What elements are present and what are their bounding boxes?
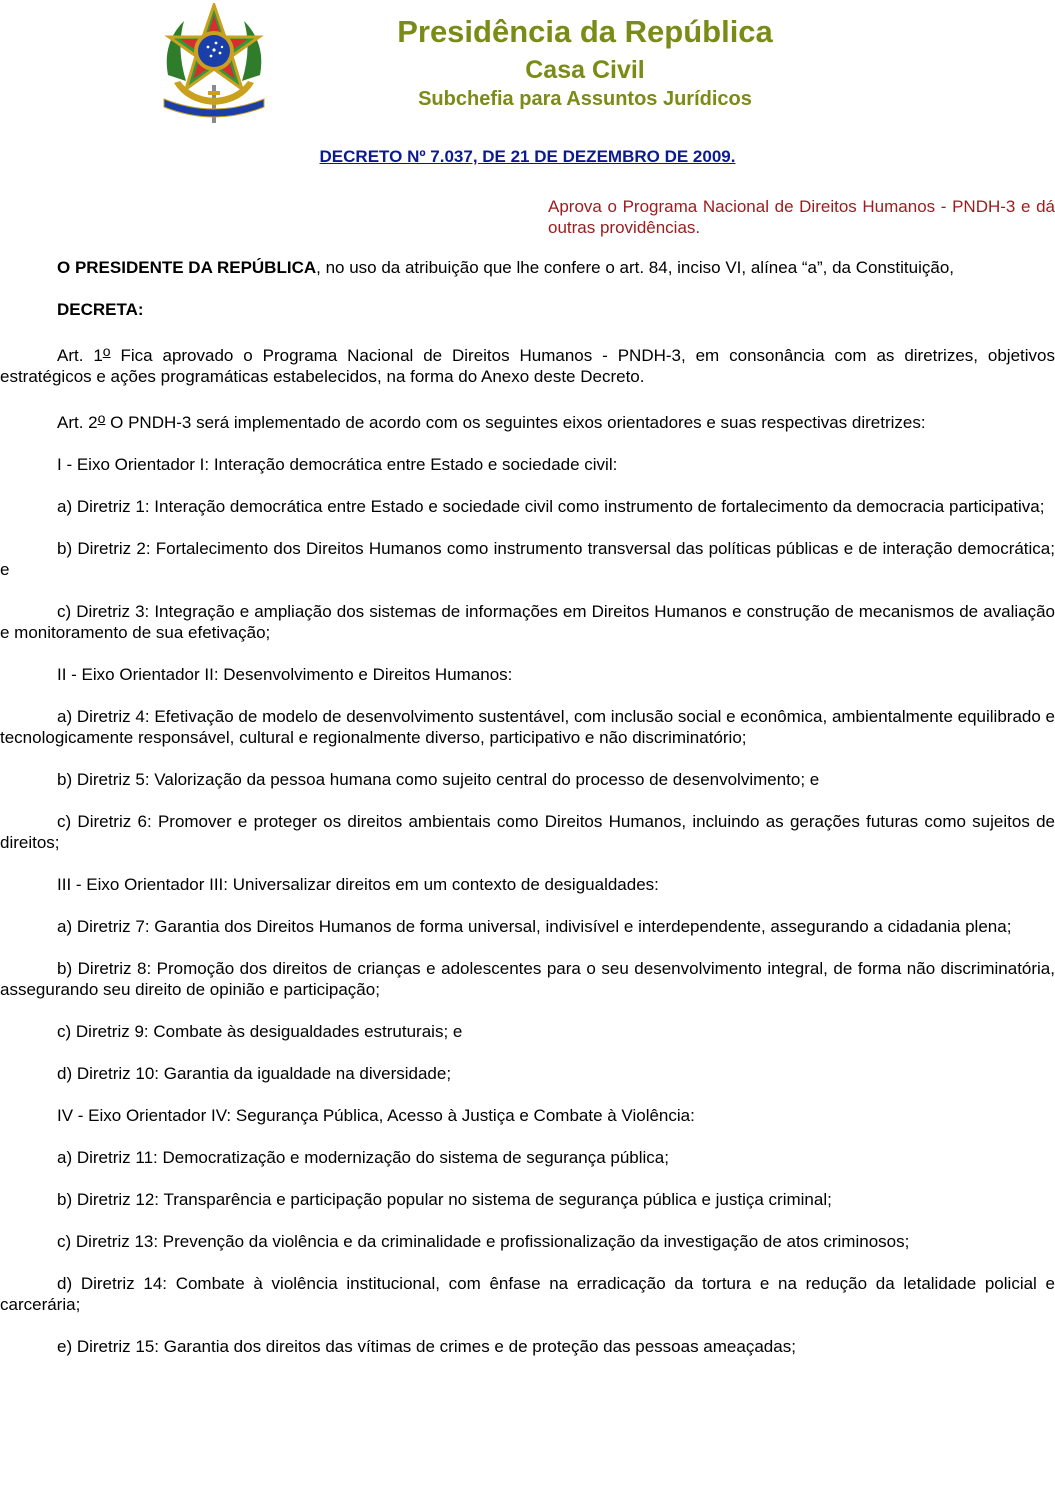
list-item: b) Diretriz 12: Transparência e participação popular no sistema de segurança pública e justiça criminal; [57, 1190, 832, 1209]
list-item: d) Diretriz 10: Garantia da igualdade na diversidade; [57, 1064, 452, 1083]
list-item: III - Eixo Orientador III: Universalizar direitos em um contexto de desigualdades: [57, 875, 659, 894]
list-item: II - Eixo Orientador II: Desenvolvimento e Direitos Humanos: [57, 665, 513, 684]
header-subtitle-subchefia: Subchefia para Assuntos Jurídicos [418, 88, 752, 110]
list-item: a) Diretriz 7: Garantia dos Direitos Humanos de forma universal, indivisível e interdependente, assegurando a cidadania plena; [57, 917, 1012, 936]
brazil-coat-of-arms-icon [156, 3, 272, 125]
decree-body [0, 257, 1055, 1378]
article-1-label: Art. 1 [57, 346, 103, 365]
list-item: c) Diretriz 6: Promover e proteger os direitos ambientais como Direitos Humanos, incluindo as gerações futuras como sujeitos de direitos; [0, 812, 1055, 852]
article-2-text: O PNDH-3 será implementado de acordo com os seguintes eixos orientadores e suas respectivas diretrizes: [105, 413, 926, 432]
list-item: IV - Eixo Orientador IV: Segurança Pública, Acesso à Justiça e Combate à Violência: [57, 1106, 695, 1125]
article-2-label: Art. 2 [57, 413, 98, 432]
list-item: b) Diretriz 5: Valorização da pessoa humana como sujeito central do processo de desenvolvimento; e [57, 770, 820, 789]
decreta-heading: DECRETA: [57, 300, 144, 319]
list-item: a) Diretriz 4: Efetivação de modelo de desenvolvimento sustentável, com inclusão social e econômica, ambientalmente equilibrado e tecnologicamente responsável, cultural e regionalmente diverso, participativo e não discriminatório; [0, 707, 1055, 747]
list-item: c) Diretriz 3: Integração e ampliação dos sistemas de informações em Direitos Humanos e construção de mecanismos de avaliação e monitoramento de sua efetivação; [0, 602, 1055, 642]
preamble-text: , no uso da atribuição que lhe confere o art. 84, inciso VI, alínea “a”, da Constituição, [316, 258, 955, 277]
decree-ementa: Aprova o Programa Nacional de Direitos Humanos - PNDH-3 e dá outras providências. [548, 197, 1055, 237]
article-1 [0, 341, 1055, 387]
list-item: a) Diretriz 1: Interação democrática entre Estado e sociedade civil como instrumento de fortalecimento da democracia participativa; [57, 497, 1045, 516]
list-item: c) Diretriz 9: Combate às desigualdades estruturais; e [57, 1022, 463, 1041]
article-1-ordinal: o [102, 343, 111, 359]
article-2-ordinal: o [97, 410, 106, 426]
decree-title-link[interactable]: DECRETO Nº 7.037, DE 21 DE DEZEMBRO DE 2009. [319, 147, 736, 166]
list-item: c) Diretriz 13: Prevenção da violência e da criminalidade e profissionalização da investigação de atos criminosos; [57, 1232, 910, 1251]
list-item: I - Eixo Orientador I: Interação democrática entre Estado e sociedade civil: [57, 455, 618, 474]
header-subtitle-casa-civil: Casa Civil [525, 56, 645, 84]
list-item: a) Diretriz 11: Democratização e modernização do sistema de segurança pública; [57, 1148, 669, 1167]
header [0, 0, 1055, 130]
list-item: d) Diretriz 14: Combate à violência institucional, com ênfase na erradicação da tortura e na redução da letalidade policial e carcerária; [0, 1274, 1055, 1314]
preamble [0, 257, 1055, 278]
list-item: e) Diretriz 15: Garantia dos direitos das vítimas de crimes e de proteção das pessoas ameaçadas; [57, 1337, 796, 1356]
list-item: b) Diretriz 2: Fortalecimento dos Direitos Humanos como instrumento transversal das políticas públicas e de interação democrática; e [0, 539, 1055, 579]
article-1-text: Fica aprovado o Programa Nacional de Direitos Humanos - PNDH-3, em consonância com as diretrizes, objetivos estratégicos e ações programáticas estabelecidos, na forma do Anexo deste Decreto. [0, 346, 1055, 386]
list-item: b) Diretriz 8: Promoção dos direitos de crianças e adolescentes para o seu desenvolvimento integral, de forma não discriminatória, assegurando seu direito de opinião e participação; [0, 959, 1055, 999]
preamble-bold: O PRESIDENTE DA REPÚBLICA [57, 258, 317, 277]
header-title: Presidência da República [397, 14, 773, 49]
article-2 [0, 408, 1055, 433]
